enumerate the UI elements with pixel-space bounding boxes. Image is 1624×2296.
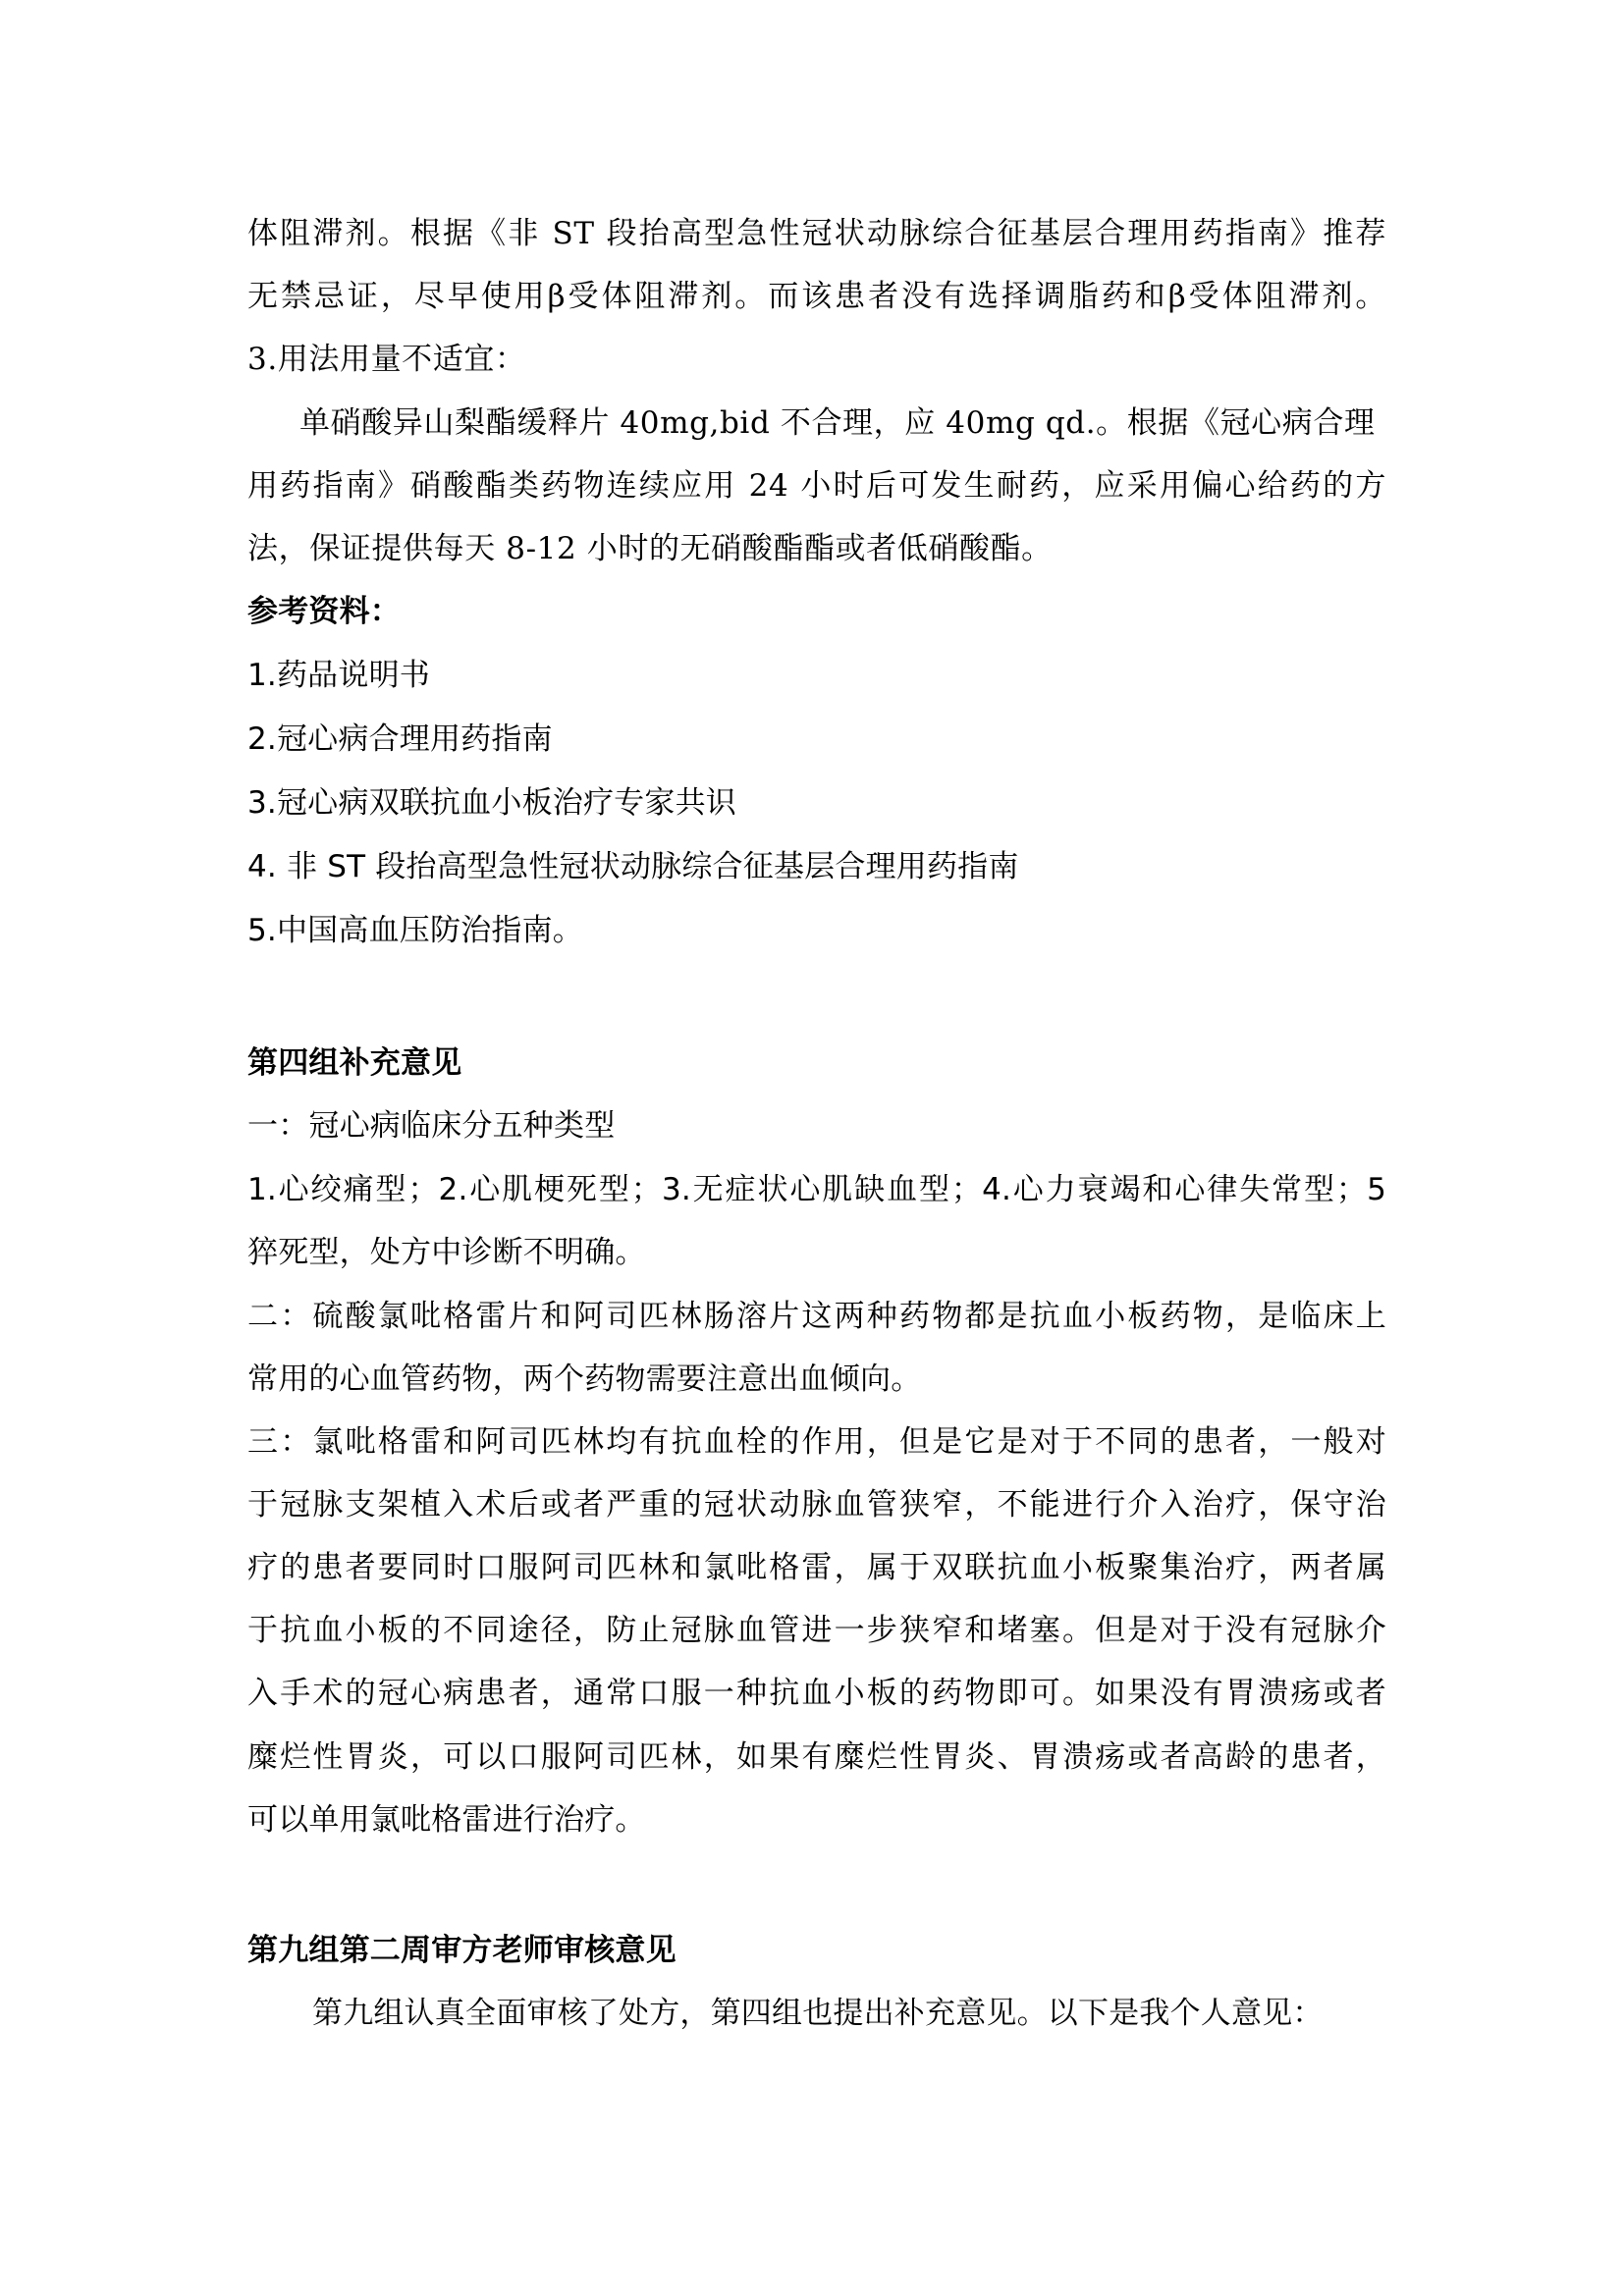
body-text-line: 第九组认真全面审核了处方，第四组也提出补充意见。以下是我个人意见：	[312, 1996, 1324, 2031]
subheading-dosage: 3.用法用量不适宜：	[247, 342, 526, 377]
body-text-line: 单硝酸异山梨酯缓释片 40mg,bid 不合理，应 40mg qd.。根据《冠心病合理	[299, 405, 1376, 441]
body-text-line: 猝死型，处方中诊断不明确。	[247, 1235, 646, 1270]
reference-item: 4. 非 ST 段抬高型急性冠状动脉综合征基层合理用药指南	[247, 849, 1019, 884]
body-text-line: 常用的心血管药物，两个药物需要注意出血倾向。	[247, 1362, 922, 1397]
body-text-line: 入手术的冠心病患者，通常口服一种抗血小板的药物即可。如果没有胃溃疡或者	[247, 1676, 1386, 1711]
reference-item: 5.中国高血压防治指南。	[247, 913, 583, 948]
body-text-line: 体阻滞剂。根据《非 ST 段抬高型急性冠状动脉综合征基层合理用药指南》推荐	[247, 216, 1386, 251]
body-text-line: 于冠脉支架植入术后或者严重的冠状动脉血管狭窄，不能进行介入治疗，保守治	[247, 1487, 1386, 1522]
body-text-line: 无禁忌证，尽早使用β受体阻滞剂。而该患者没有选择调脂药和β受体阻滞剂。	[247, 279, 1386, 314]
body-text-line: 用药指南》硝酸酯类药物连续应用 24 小时后可发生耐药，应采用偏心给药的方	[247, 468, 1386, 504]
reference-item: 3.冠心病双联抗血小板治疗专家共识	[247, 785, 736, 821]
body-text-line: 糜烂性胃炎，可以口服阿司匹林，如果有糜烂性胃炎、胃溃疡或者高龄的患者，	[247, 1739, 1386, 1775]
reference-item: 2.冠心病合理用药指南	[247, 721, 553, 757]
body-text-line: 法，保证提供每天 8-12 小时的无硝酸酯酯或者低硝酸酯。	[247, 531, 1053, 566]
body-text-line: 于抗血小板的不同途径，防止冠脉血管进一步狭窄和堵塞。但是对于没有冠脉介	[247, 1613, 1386, 1648]
references-heading: 参考资料：	[247, 594, 401, 629]
body-text-line: 三：氯吡格雷和阿司匹林均有抗血栓的作用，但是它是对于不同的患者，一般对	[247, 1424, 1386, 1460]
section-heading-group4: 第四组补充意见	[247, 1045, 462, 1081]
body-text-line: 可以单用氯吡格雷进行治疗。	[247, 1802, 646, 1838]
body-text-line: 二：硫酸氯吡格雷片和阿司匹林肠溶片这两种药物都是抗血小板药物，是临床上	[247, 1299, 1386, 1334]
body-text-line: 疗的患者要同时口服阿司匹林和氯吡格雷，属于双联抗血小板聚集治疗，两者属	[247, 1550, 1386, 1585]
reference-item: 1.药品说明书	[247, 658, 430, 693]
section-heading-group9: 第九组第二周审方老师审核意见	[247, 1933, 677, 1968]
group4-point1-title: 一：冠心病临床分五种类型	[247, 1108, 616, 1144]
body-text-line: 1.心绞痛型；2.心肌梗死型；3.无症状心肌缺血型；4.心力衰竭和心律失常型；5	[247, 1172, 1386, 1207]
